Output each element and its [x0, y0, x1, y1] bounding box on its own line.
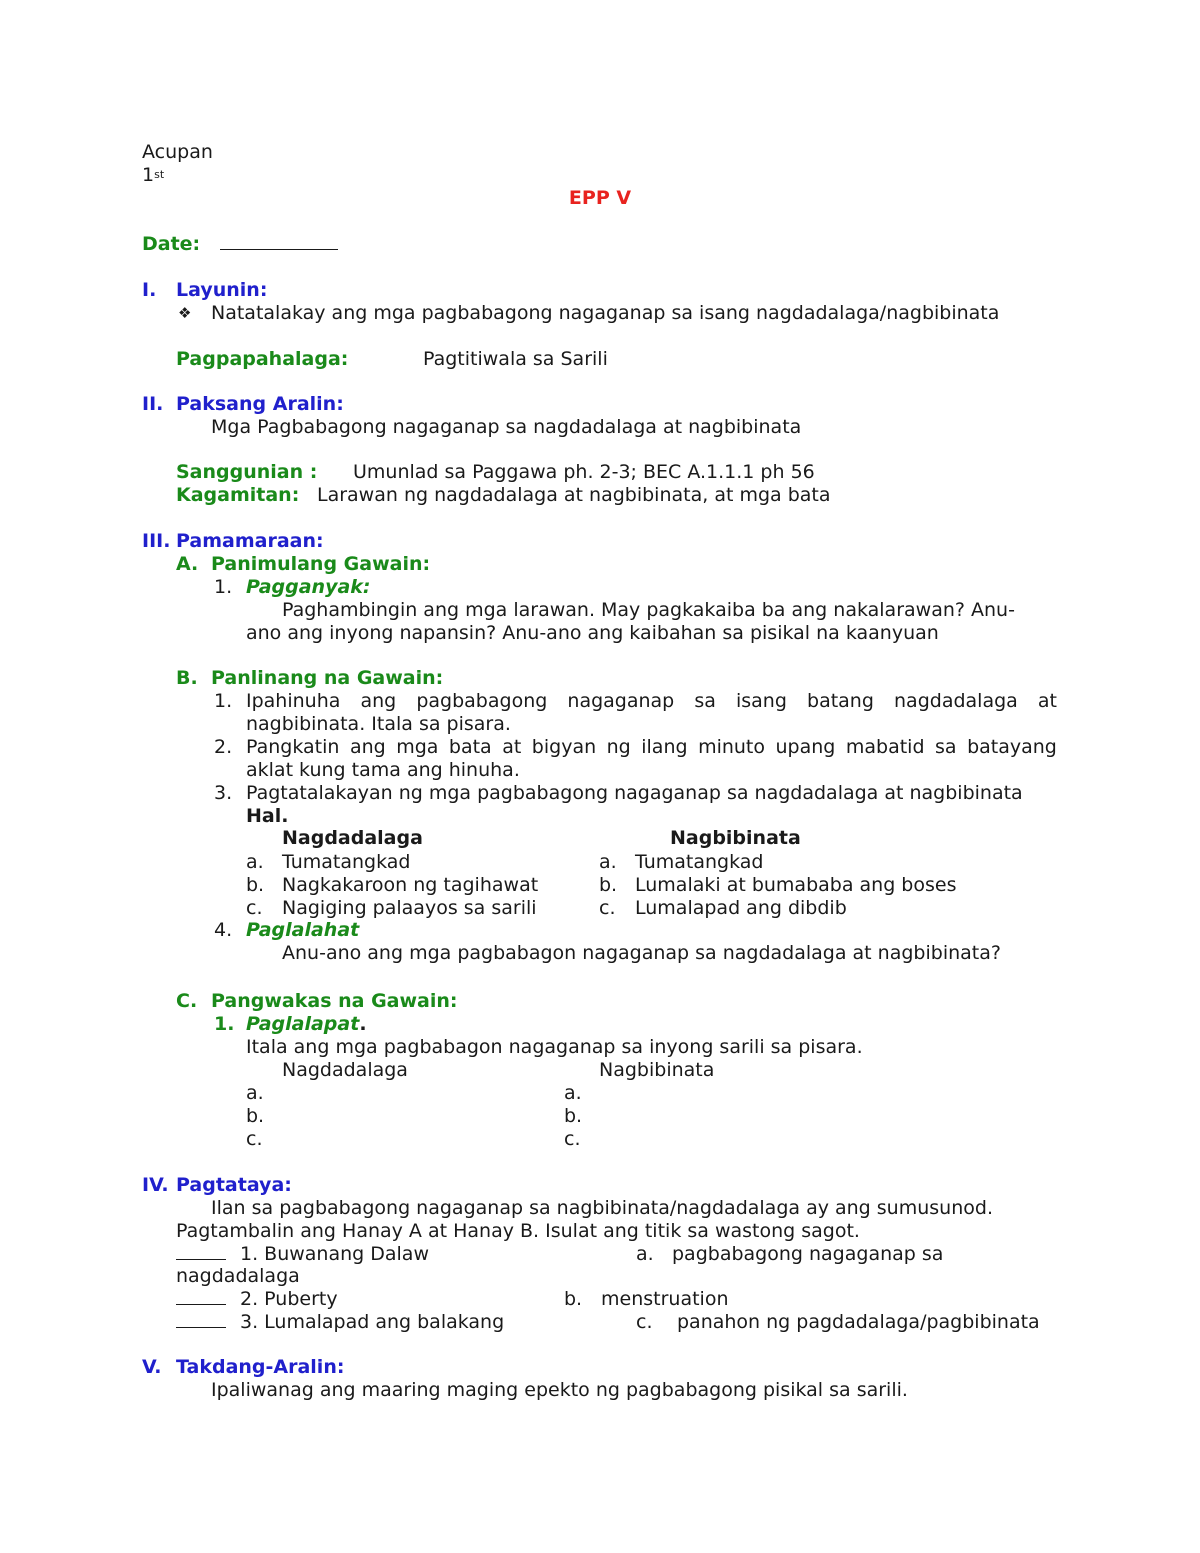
motivation-line-1: Paghambingin ang mga larawan. May pagkakaiba ba ang nakalarawan? Anu-: [282, 599, 1015, 621]
topic-text: Mga Pagbabagong nagaganap sa nagdadalaga at nagbibinata: [211, 416, 802, 438]
answer-blank: [176, 1311, 226, 1328]
word: ang: [349, 736, 386, 758]
word: nagaganap: [567, 690, 675, 712]
match-text: 3. Lumalapad ang balakang: [240, 1311, 505, 1333]
list-item: Nagiging palaayos sa sarili: [282, 897, 537, 919]
choice-letter: a.: [636, 1243, 654, 1265]
word: at: [502, 736, 522, 758]
item-number: 1.: [214, 576, 233, 598]
evaluation-line-2: Pagtambalin ang Hanay A at Hanay B. Isulat ang titik sa wastong sagot.: [176, 1220, 860, 1242]
diamond-bullet-icon: ❖: [178, 304, 192, 322]
section-title: Pagtataya:: [176, 1174, 292, 1196]
choice-text: panahon ng pagdadalaga/pagbibinata: [677, 1311, 1040, 1333]
list-letter: a.: [564, 1082, 582, 1104]
word: mga: [396, 736, 439, 758]
word: mabatid: [845, 736, 925, 758]
section-title: Paksang Aralin:: [176, 393, 344, 415]
subsection-letter: B.: [176, 667, 198, 689]
list-letter: a.: [246, 851, 264, 873]
application-title: [246, 1013, 367, 1036]
school-name: Acupan: [142, 141, 213, 163]
choice-letter: b.: [564, 1288, 583, 1310]
evaluation-line-1: Ilan sa pagbabagong nagaganap sa nagbibinata/nagdadalaga ay ang sumusunod.: [211, 1197, 993, 1219]
list-item: Lumalaki at bumababa ang boses: [635, 874, 957, 896]
list-letter: c.: [564, 1128, 581, 1150]
section-title: Takdang-Aralin:: [176, 1356, 345, 1378]
application-instruction: Itala ang mga pagbabagon nagaganap sa inyong sarili sa pisara.: [246, 1036, 863, 1058]
item-number: 1.: [214, 690, 233, 712]
list-item: Tumatangkad: [282, 851, 411, 873]
match-item: [176, 1288, 338, 1311]
word: batayang: [967, 736, 1057, 758]
reference-label: Sanggunian :: [176, 461, 318, 483]
choice-text: pagbabagong nagaganap sa: [672, 1243, 944, 1265]
word: minuto: [698, 736, 766, 758]
example-label: Hal.: [246, 805, 289, 827]
item-2-line-2: aklat kung tama ang hinuha.: [246, 759, 520, 781]
item-3-text: Pagtatalakayan ng mga pagbabagong nagaganap sa nagdadalaga at nagbibinata: [246, 782, 1023, 804]
word: sa: [935, 736, 957, 758]
section-numeral: I.: [142, 279, 157, 301]
word: batang: [807, 690, 874, 712]
section-title: Layunin:: [176, 279, 268, 301]
word: upang: [775, 736, 836, 758]
item-title: Paglalapat: [246, 1013, 360, 1035]
value-label: Pagpapahalaga:: [176, 348, 349, 370]
choice-letter: c.: [636, 1311, 653, 1333]
word: isang: [735, 690, 787, 712]
word: bigyan: [531, 736, 597, 758]
word: at: [1037, 690, 1057, 712]
generalization-question: Anu-ano ang mga pagbabagon nagaganap sa nagdadalaga at nagbibinata?: [282, 942, 1001, 964]
subsection-letter: C.: [176, 990, 198, 1012]
item-number: 4.: [214, 919, 233, 941]
item-1-line-1: [246, 690, 1057, 713]
subsection-title: Panimulang Gawain:: [211, 553, 431, 575]
list-letter: c.: [246, 897, 263, 919]
match-item: [176, 1311, 504, 1334]
word: ilang: [641, 736, 688, 758]
match-item: [176, 1243, 429, 1266]
list-letter: a.: [599, 851, 617, 873]
item-title: Paglalahat: [246, 919, 360, 941]
choice-text: menstruation: [601, 1288, 729, 1310]
word: Ipahinuha: [246, 690, 341, 712]
date-blank: [220, 233, 338, 250]
item-title: Pagganyak:: [246, 576, 371, 598]
value-text: Pagtitiwala sa Sarili: [423, 348, 608, 370]
item-number: 1.: [214, 1013, 235, 1035]
subject-title: EPP V: [568, 187, 632, 209]
grade-number: 1: [142, 164, 155, 186]
choice-wrap: nagdadalaga: [176, 1265, 300, 1287]
match-text: 2. Puberty: [240, 1288, 338, 1310]
section-numeral: IV.: [142, 1174, 169, 1196]
column-heading: Nagbibinata: [670, 827, 801, 849]
item-1-line-2: nagbibinata. Itala sa pisara.: [246, 713, 511, 735]
list-letter: a.: [246, 1082, 264, 1104]
item-title-period: .: [359, 1013, 367, 1035]
answer-blank: [176, 1288, 226, 1305]
grade-level: [142, 164, 164, 187]
assignment-text: Ipaliwanag ang maaring maging epekto ng pagbabagong pisikal sa sarili.: [211, 1379, 908, 1401]
column-heading: Nagdadalaga: [282, 827, 423, 849]
word: bata: [448, 736, 492, 758]
list-letter: b.: [564, 1105, 583, 1127]
subsection-letter: A.: [176, 553, 199, 575]
materials-label: Kagamitan:: [176, 484, 300, 506]
word: ang: [360, 690, 397, 712]
item-number: 3.: [214, 782, 233, 804]
section-numeral: III.: [142, 530, 171, 552]
date-label: Date:: [142, 233, 201, 255]
date-line: [142, 233, 338, 256]
list-letter: b.: [246, 874, 265, 896]
objective-text: Natatalakay ang mga pagbabagong nagaganap sa isang nagdadalaga/nagbibinata: [211, 302, 1000, 324]
subsection-title: Panlinang na Gawain:: [211, 667, 444, 689]
list-item: Tumatangkad: [635, 851, 764, 873]
list-letter: c.: [599, 897, 616, 919]
motivation-line-2: ano ang inyong napansin? Anu-ano ang kaibahan sa pisikal na kaanyuan: [246, 622, 939, 644]
answer-blank: [176, 1243, 226, 1260]
word: pagbabagong: [416, 690, 548, 712]
column-heading: Nagbibinata: [599, 1059, 715, 1081]
word: sa: [694, 690, 716, 712]
item-2-line-1: [246, 736, 1057, 759]
word: nagdadalaga: [894, 690, 1018, 712]
reference-text: Umunlad sa Paggawa ph. 2-3; BEC A.1.1.1 ph 56: [353, 461, 815, 483]
section-title: Pamamaraan:: [176, 530, 324, 552]
list-item: Lumalapad ang dibdib: [635, 897, 847, 919]
list-letter: b.: [599, 874, 618, 896]
grade-suffix: st: [154, 168, 165, 181]
word: ng: [606, 736, 631, 758]
item-number: 2.: [214, 736, 233, 758]
list-letter: b.: [246, 1105, 265, 1127]
subsection-title: Pangwakas na Gawain:: [211, 990, 458, 1012]
section-numeral: V.: [142, 1356, 162, 1378]
word: Pangkatin: [246, 736, 340, 758]
list-item: Nagkakaroon ng tagihawat: [282, 874, 539, 896]
list-letter: c.: [246, 1128, 263, 1150]
section-numeral: II.: [142, 393, 164, 415]
materials-text: Larawan ng nagdadalaga at nagbibinata, at mga bata: [317, 484, 831, 506]
match-text: 1. Buwanang Dalaw: [240, 1243, 429, 1265]
column-heading: Nagdadalaga: [282, 1059, 408, 1081]
